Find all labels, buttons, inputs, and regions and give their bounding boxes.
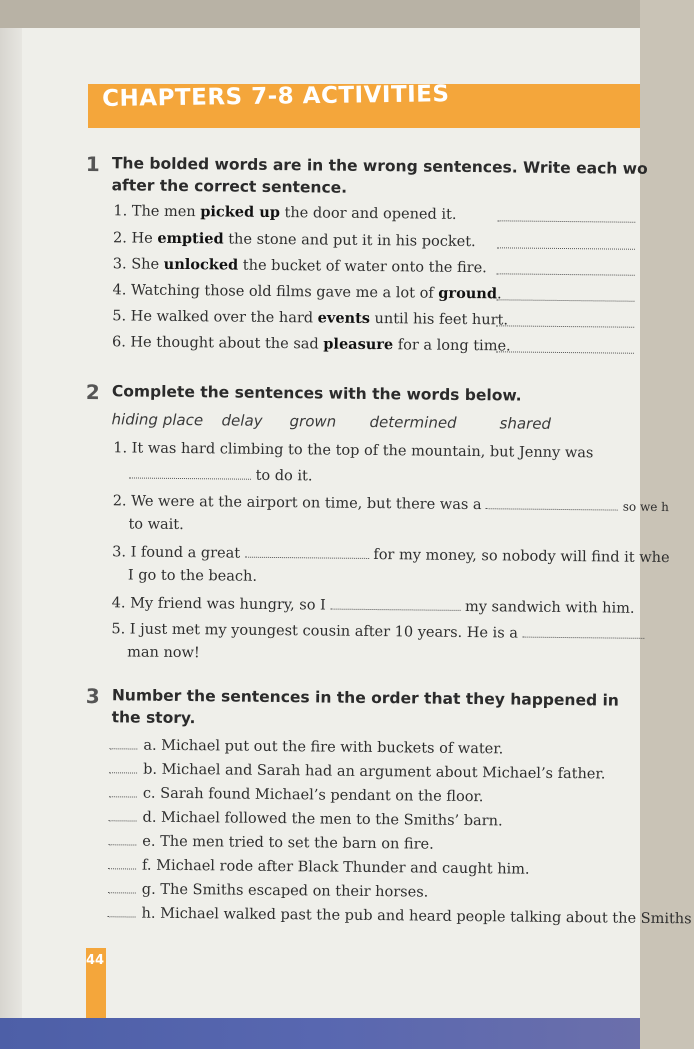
order-blank[interactable]: [108, 856, 136, 869]
word-option: hiding place: [111, 410, 204, 430]
section-number: 1: [85, 152, 100, 177]
word-option: determined: [369, 412, 457, 432]
list-item-continuation: to do it.: [129, 465, 313, 484]
section-instruction: Number the sentences in the order that they happened in the story.: [111, 686, 619, 728]
order-blank[interactable]: [108, 832, 136, 845]
order-blank[interactable]: [108, 880, 136, 893]
section-2: [83, 380, 670, 666]
word-option: grown: [289, 412, 337, 431]
list-item: 4. My friend was hungry, so I my sandwich with him.: [111, 595, 635, 617]
list-item-continuation: to wait.: [128, 516, 184, 534]
list-item: 3. She unlocked the bucket of water onto the fire.: [112, 255, 487, 277]
list-item: 2. We were at the airport on time, but there was a so we h: [112, 493, 669, 515]
list-item: 4. Watching those old films gave me a lot of ground.: [112, 282, 502, 303]
list-item: g. The Smiths escaped on their horses.: [108, 880, 429, 900]
answer-blank[interactable]: [497, 220, 635, 222]
page-edge: [0, 28, 22, 1018]
word-box: [111, 410, 639, 438]
order-blank[interactable]: [108, 904, 136, 917]
answer-blank[interactable]: [522, 625, 644, 639]
answer-blank[interactable]: [129, 465, 251, 479]
answer-blank[interactable]: [496, 351, 634, 353]
order-blank[interactable]: [109, 808, 137, 821]
list-item: b. Michael and Sarah had an argument about Michael’s father.: [109, 760, 605, 782]
list-item: h. Michael walked past the pub and heard people talking about the Smiths: [108, 904, 638, 927]
section-instruction: Complete the sentences with the words below.: [111, 382, 522, 405]
order-blank[interactable]: [109, 760, 137, 773]
answer-blank[interactable]: [245, 545, 369, 559]
word-option: shared: [499, 414, 552, 433]
answer-blank[interactable]: [486, 496, 618, 510]
list-item: a. Michael put out the fire with buckets of water.: [109, 736, 503, 757]
list-item: f. Michael rode after Black Thunder and caught him.: [108, 856, 530, 877]
list-item: d. Michael followed the men to the Smiths’ barn.: [109, 808, 503, 829]
section-instruction: The bolded words are in the wrong sentences. Write each wo after the correct sentence.: [111, 154, 648, 197]
page-title: CHAPTERS 7-8 ACTIVITIES: [102, 81, 450, 112]
page-number: 44: [86, 953, 105, 968]
list-item: 5. I just met my youngest cousin after 10 years. He is a: [111, 620, 644, 643]
list-item: c. Sarah found Michael’s pendant on the floor.: [109, 784, 484, 805]
answer-blank[interactable]: [496, 299, 634, 301]
section-number: 3: [85, 684, 100, 709]
list-item: 6. He thought about the sad pleasure for a long time.: [111, 334, 511, 355]
order-blank[interactable]: [109, 784, 137, 797]
section-1: [84, 152, 648, 358]
list-item: 3. I found a great for my money, so nobody will find it whe: [112, 544, 670, 567]
list-item: e. The men tried to set the barn on fire.: [108, 832, 434, 852]
list-item: 5. He walked over the hard events until his feet hurt.: [112, 308, 509, 329]
list-item-continuation: man now!: [127, 644, 200, 662]
list-item-continuation: I go to the beach.: [127, 567, 258, 585]
answer-blank[interactable]: [496, 325, 634, 327]
word-option: delay: [221, 411, 263, 430]
order-blank[interactable]: [109, 736, 137, 749]
list-item: 2. He emptied the stone and put it in his pocket.: [113, 229, 476, 251]
answer-blank[interactable]: [330, 597, 460, 611]
section-number: 2: [85, 380, 100, 405]
list-item: 1. The men picked up the door and opened it.: [113, 203, 457, 223]
list-item: 1. It was hard climbing to the top of the mountain, but Jenny was: [113, 440, 594, 462]
section-3: [83, 684, 692, 950]
answer-blank[interactable]: [497, 247, 635, 249]
answer-blank[interactable]: [497, 273, 635, 275]
